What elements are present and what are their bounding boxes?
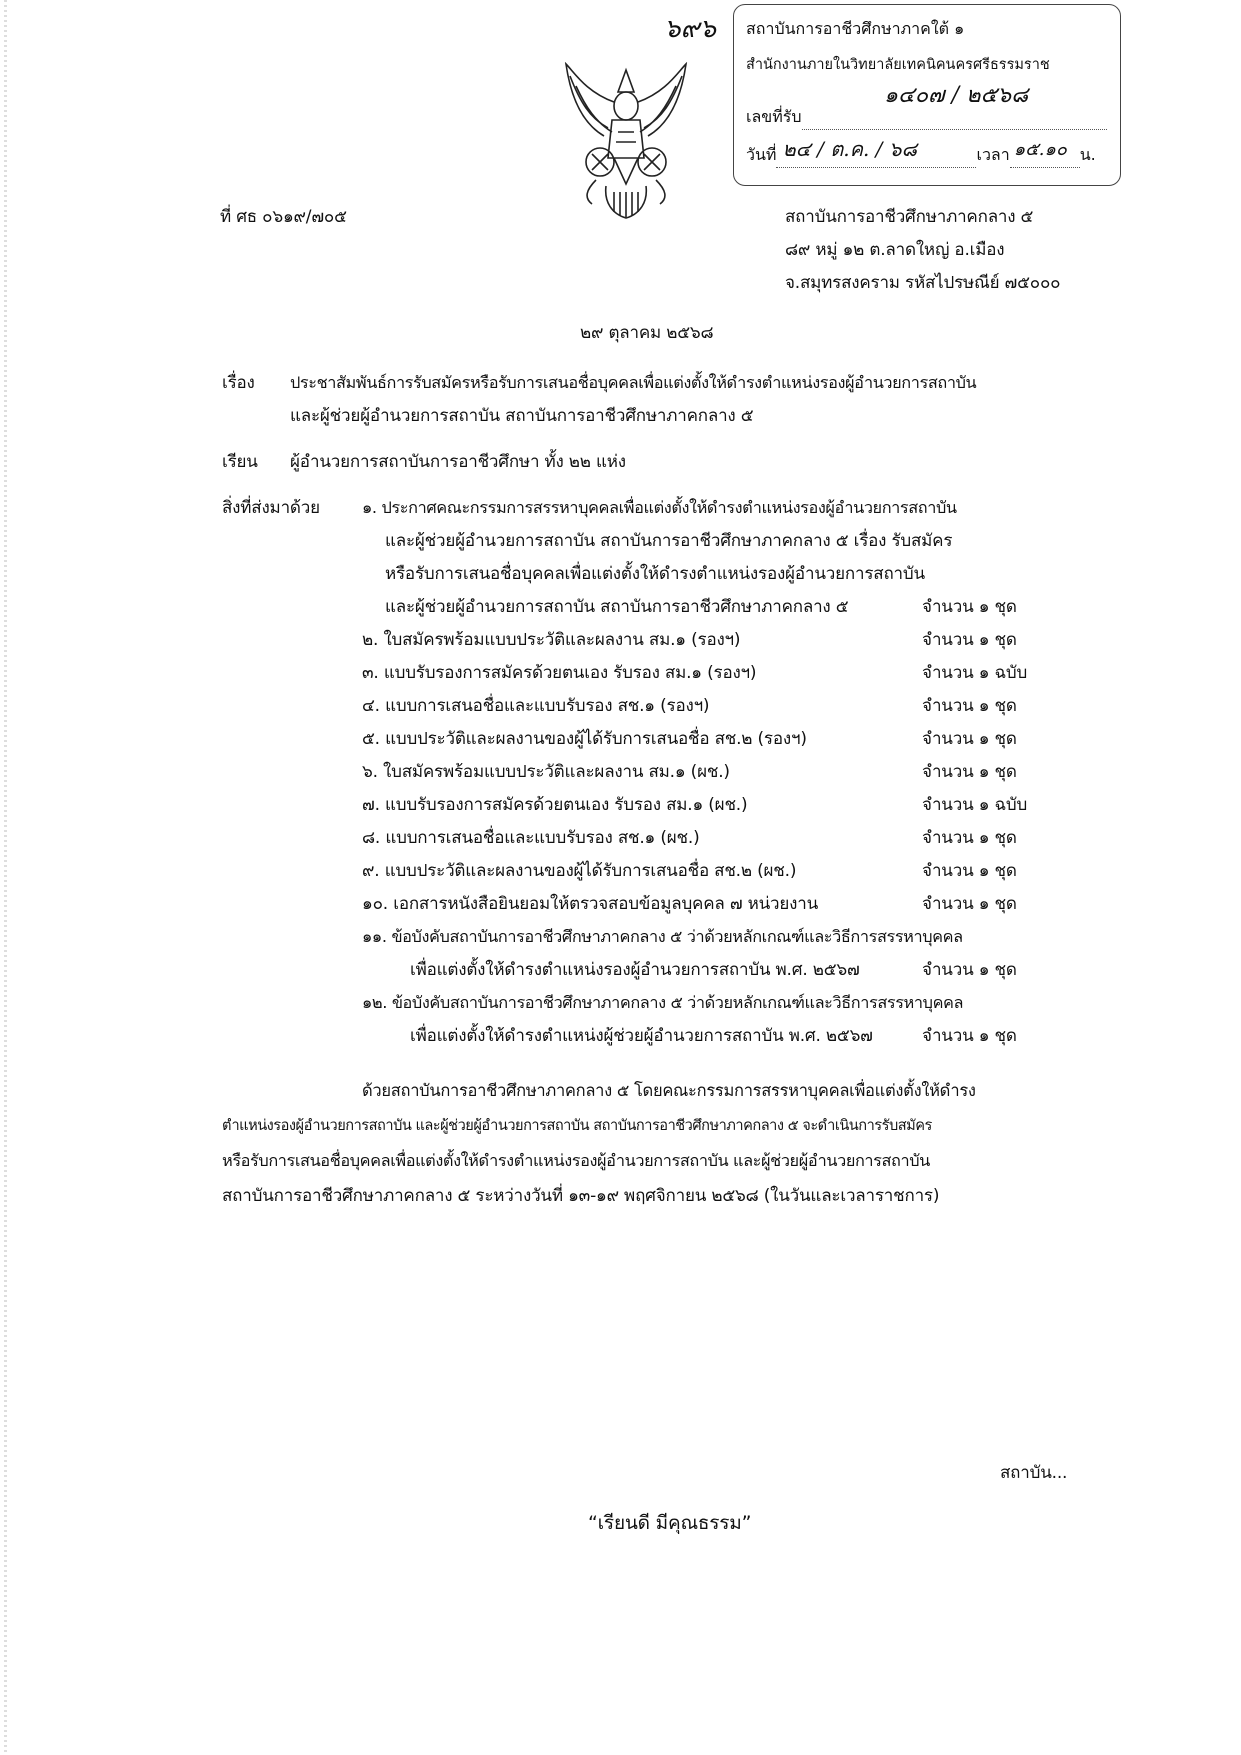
- item-text: แบบประวัติและผลงานของผู้ได้รับการเสนอชื่อ สช.๒ (ผช.): [384, 861, 797, 881]
- subject-line2: และผู้ช่วยผู้อำนวยการสถาบัน สถาบันการอาชีวศึกษาภาคกลาง ๕: [290, 406, 754, 426]
- stamp-received-no-value: ๑๔๐๗ / ๒๕๖๘: [884, 83, 1029, 108]
- body-line3: หรือรับการเสนอชื่อบุคคลเพื่อแต่งตั้งให้ดำรงตำแหน่งรองผู้อำนวยการสถาบัน และผู้ช่วยผู้อำนวยการสถาบัน: [222, 1151, 930, 1170]
- item-number: ๑๐.: [362, 894, 388, 914]
- subject-label: เรื่อง: [222, 373, 255, 393]
- item-number: ๑.: [362, 498, 377, 517]
- sender-line3: จ.สมุทรสงคราม รหัสไปรษณีย์ ๗๕๐๐๐: [785, 273, 1061, 293]
- stamp-time-value: ๑๕.๑๐: [1013, 139, 1067, 160]
- item-text: ประกาศคณะกรรมการสรรหาบุคคลเพื่อแต่งตั้งให้ดำรงตำแหน่งรองผู้อำนวยการสถาบัน: [381, 498, 957, 517]
- enclosure-item-5: [362, 728, 807, 750]
- sender-line2: ๘๙ หมู่ ๑๒ ต.ลาดใหญ่ อ.เมือง: [785, 240, 1005, 260]
- handwritten-page-number: ๖๙๖: [664, 14, 717, 44]
- enclosure-item-3: [362, 662, 756, 684]
- item-number: ๕.: [362, 729, 380, 749]
- enclosure-item-2-qty: จำนวน ๑ ชุด: [922, 630, 1017, 650]
- enclosure-item-1-qty: จำนวน ๑ ชุด: [922, 597, 1017, 617]
- stamp-time-label: เวลา: [976, 145, 1010, 164]
- item-number: ๑๒.: [362, 993, 388, 1012]
- enclosure-item-4-qty: จำนวน ๑ ชุด: [922, 696, 1017, 716]
- item-number: ๔.: [362, 696, 380, 716]
- enclosure-item-11-qty: จำนวน ๑ ชุด: [922, 960, 1017, 980]
- item-number: ๙.: [362, 861, 380, 881]
- salutation-text: ผู้อำนวยการสถาบันการอาชีวศึกษา ทั้ง ๒๒ แห่ง: [290, 452, 626, 472]
- enclosure-item-9-qty: จำนวน ๑ ชุด: [922, 861, 1017, 881]
- item-text: แบบรับรองการสมัครด้วยตนเอง รับรอง สม.๑ (รองฯ): [383, 663, 757, 683]
- subject-line1: ประชาสัมพันธ์การรับสมัครหรือรับการเสนอชื่อบุคคลเพื่อแต่งตั้งให้ดำรงตำแหน่งรองผู้อำนวยการสถาบัน: [290, 373, 977, 392]
- enclosure-item-10: [362, 893, 818, 915]
- stamp-date-row: [746, 137, 1096, 168]
- enclosure-item-8-qty: จำนวน ๑ ชุด: [922, 828, 1017, 848]
- enclosure-item-6: [362, 761, 730, 783]
- institution-motto: “เรียนดี มีคุณธรรม”: [588, 1512, 752, 1534]
- body-line4: สถาบันการอาชีวศึกษาภาคกลาง ๕ ระหว่างวันที่ ๑๓-๑๙ พฤศจิกายน ๒๕๖๘ (ในวันและเวลาราชการ): [222, 1186, 940, 1206]
- enclosure-item-1: [362, 497, 957, 519]
- enclosure-item-2: [362, 629, 740, 651]
- item-number: ๓.: [362, 663, 379, 683]
- stamp-time-suffix: น.: [1079, 145, 1096, 164]
- scan-edge-artifact: [4, 0, 7, 1755]
- stamp-time-field: [1010, 139, 1080, 168]
- enclosure-item-11-line2: เพื่อแต่งตั้งให้ดำรงตำแหน่งรองผู้อำนวยการสถาบัน พ.ศ. ๒๕๖๗: [410, 960, 860, 980]
- item-text: ข้อบังคับสถาบันการอาชีวศึกษาภาคกลาง ๕ ว่าด้วยหลักเกณฑ์และวิธีการสรรหาบุคคล: [391, 993, 964, 1012]
- stamp-org-line1: สถาบันการอาชีวศึกษาภาคใต้ ๑: [746, 19, 965, 38]
- enclosure-item-4: [362, 695, 709, 717]
- item-text: เอกสารหนังสือยินยอมให้ตรวจสอบข้อมูลบุคคล ๗ หน่วยงาน: [393, 894, 819, 914]
- enclosure-item-8: [362, 827, 700, 849]
- item-text: แบบการเสนอชื่อและแบบรับรอง สช.๑ (ผช.): [385, 828, 700, 848]
- enclosure-item-10-qty: จำนวน ๑ ชุด: [922, 894, 1017, 914]
- enclosure-item-1-line4: และผู้ช่วยผู้อำนวยการสถาบัน สถาบันการอาชีวศึกษาภาคกลาง ๕: [385, 597, 849, 617]
- item-text: ใบสมัครพร้อมแบบประวัติและผลงาน สม.๑ (ผช.): [383, 762, 730, 782]
- dotted-line: [802, 129, 1107, 130]
- receipt-stamp: [733, 4, 1121, 186]
- item-text: ข้อบังคับสถาบันการอาชีวศึกษาภาคกลาง ๕ ว่าด้วยหลักเกณฑ์และวิธีการสรรหาบุคคล: [391, 927, 963, 946]
- enclosure-item-12-qty: จำนวน ๑ ชุด: [922, 1026, 1017, 1046]
- enclosure-item-7: [362, 794, 747, 816]
- enclosure-item-12: [362, 992, 963, 1014]
- enclosure-item-12-line2: เพื่อแต่งตั้งให้ดำรงตำแหน่งผู้ช่วยผู้อำนวยการสถาบัน พ.ศ. ๒๕๖๗: [410, 1026, 873, 1046]
- body-line2: ตำแหน่งรองผู้อำนวยการสถาบัน และผู้ช่วยผู้อำนวยการสถาบัน สถาบันการอาชีวศึกษาภาคกลาง ๕ จะดำเนินการรับสมัคร: [222, 1117, 932, 1134]
- enclosure-item-9: [362, 860, 796, 882]
- enclosure-item-1-line3: หรือรับการเสนอชื่อบุคคลเพื่อแต่งตั้งให้ดำรงตำแหน่งรองผู้อำนวยการสถาบัน: [385, 564, 925, 584]
- enclosure-item-11: [362, 926, 963, 948]
- stamp-received-no-row: [746, 105, 1107, 130]
- item-text: แบบประวัติและผลงานของผู้ได้รับการเสนอชื่อ สช.๒ (รองฯ): [385, 729, 807, 749]
- enclosure-item-7-qty: จำนวน ๑ ฉบับ: [922, 795, 1028, 815]
- stamp-date-label: วันที่: [746, 145, 777, 164]
- item-text: แบบการเสนอชื่อและแบบรับรอง สช.๑ (รองฯ): [385, 696, 710, 716]
- item-number: ๘.: [362, 828, 381, 848]
- document-number: ที่ ศธ ๐๖๑๙/๗๐๕: [220, 207, 347, 227]
- item-number: ๖.: [362, 762, 378, 782]
- enclosure-item-3-qty: จำนวน ๑ ฉบับ: [922, 663, 1028, 683]
- stamp-date-field: [776, 137, 976, 168]
- item-number: ๗.: [362, 795, 380, 815]
- continuation-marker: สถาบัน...: [1000, 1463, 1068, 1483]
- item-text: ใบสมัครพร้อมแบบประวัติและผลงาน สม.๑ (รองฯ): [383, 630, 741, 650]
- enclosure-item-6-qty: จำนวน ๑ ชุด: [922, 762, 1017, 782]
- item-number: ๑๑.: [362, 927, 387, 946]
- garuda-emblem-icon: [556, 62, 696, 220]
- body-line1: ด้วยสถาบันการอาชีวศึกษาภาคกลาง ๕ โดยคณะกรรมการสรรหาบุคคลเพื่อแต่งตั้งให้ดำรง: [362, 1081, 976, 1100]
- stamp-org-line2: สำนักงานภายในวิทยาลัยเทคนิคนครศรีธรรมราช: [746, 57, 1050, 73]
- sender-line1: สถาบันการอาชีวศึกษาภาคกลาง ๕: [785, 207, 1034, 227]
- item-text: แบบรับรองการสมัครด้วยตนเอง รับรอง สม.๑ (ผช.): [385, 795, 748, 815]
- stamp-date-value: ๒๔ / ต.ค. / ๖๘: [782, 137, 917, 161]
- salutation-label: เรียน: [222, 452, 258, 472]
- document-date: ๒๙ ตุลาคม ๒๕๖๘: [580, 323, 714, 343]
- enclosure-item-5-qty: จำนวน ๑ ชุด: [922, 729, 1017, 749]
- enclosure-item-1-line2: และผู้ช่วยผู้อำนวยการสถาบัน สถาบันการอาชีวศึกษาภาคกลาง ๕ เรื่อง รับสมัคร: [385, 531, 953, 551]
- item-number: ๒.: [362, 630, 379, 650]
- stamp-received-no-label: เลขที่รับ: [746, 107, 802, 126]
- enclosures-label: สิ่งที่ส่งมาด้วย: [222, 498, 320, 518]
